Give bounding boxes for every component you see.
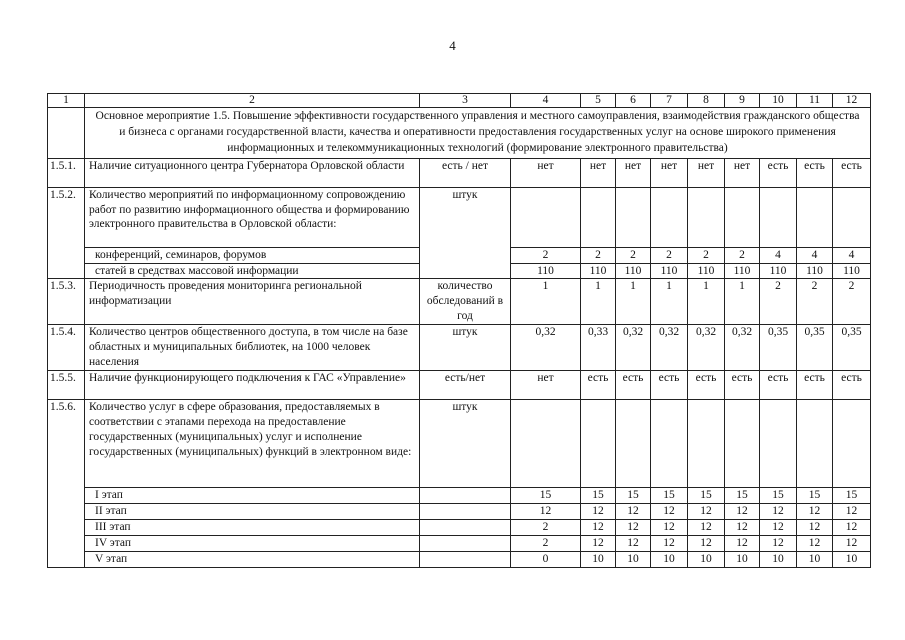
value-cell: 110: [688, 263, 725, 279]
value-cell: 2: [511, 519, 581, 535]
value-cell: 1: [725, 279, 760, 325]
value-cell: 15: [725, 488, 760, 504]
row-number: 1.5.1.: [48, 158, 85, 187]
value-cell: 0,33: [581, 325, 616, 371]
table-row: [48, 371, 871, 400]
value-cell: 10: [725, 551, 760, 567]
header-cell: 6: [616, 94, 651, 108]
value-cell: 110: [760, 263, 797, 279]
empty-cell: [616, 400, 651, 488]
empty-cell: [581, 400, 616, 488]
section-title: Основное мероприятие 1.5. Повышение эффективности государственного управления и местного самоуправления, взаимодействия гражданского общества и бизнеса с органами государственной власти, качества и оперативности предоставления государственных услуг на основе широкого применения информационных и телекоммуникационных технологий (формирование электронного правительства): [85, 108, 871, 159]
header-cell: 2: [85, 94, 420, 108]
empty-cell: [688, 400, 725, 488]
empty-cell: [616, 187, 651, 247]
value-cell: 110: [616, 263, 651, 279]
value-cell: 1: [511, 279, 581, 325]
value-cell: 12: [651, 519, 688, 535]
value-cell: 110: [511, 263, 581, 279]
value-cell: нет: [616, 158, 651, 187]
value-cell: 12: [581, 535, 616, 551]
unit-cell: штук: [420, 325, 511, 371]
value-cell: 15: [833, 488, 871, 504]
value-cell: 10: [797, 551, 833, 567]
empty-cell: [420, 551, 511, 567]
stage-name: II этап: [85, 504, 420, 520]
value-cell: 15: [616, 488, 651, 504]
stage-name: I этап: [85, 488, 420, 504]
table-subrow: [48, 488, 871, 504]
value-cell: 110: [725, 263, 760, 279]
value-cell: 10: [581, 551, 616, 567]
value-cell: 2: [511, 247, 581, 263]
value-cell: нет: [511, 371, 581, 400]
indicator-name: Периодичность проведения мониторинга региональной информатизации: [85, 279, 420, 325]
table-subrow: [48, 551, 871, 567]
empty-cell: [725, 400, 760, 488]
value-cell: 2: [511, 535, 581, 551]
empty-cell: [833, 400, 871, 488]
value-cell: 2: [688, 247, 725, 263]
empty-cell: [511, 187, 581, 247]
table-row: [48, 158, 871, 187]
value-cell: 15: [760, 488, 797, 504]
value-cell: есть: [833, 158, 871, 187]
value-cell: нет: [725, 158, 760, 187]
value-cell: 12: [725, 504, 760, 520]
row-number: 1.5.2.: [48, 187, 85, 279]
value-cell: 0,35: [797, 325, 833, 371]
value-cell: 12: [797, 535, 833, 551]
header-cell: 11: [797, 94, 833, 108]
value-cell: 12: [581, 504, 616, 520]
header-cell: 5: [581, 94, 616, 108]
value-cell: 12: [581, 519, 616, 535]
table-subrow: [48, 504, 871, 520]
value-cell: есть: [760, 158, 797, 187]
empty-cell: [797, 187, 833, 247]
value-cell: нет: [581, 158, 616, 187]
value-cell: 0,32: [511, 325, 581, 371]
empty-cell: [688, 187, 725, 247]
value-cell: 4: [797, 247, 833, 263]
value-cell: 12: [616, 519, 651, 535]
unit-cell: есть / нет: [420, 158, 511, 187]
indicator-name: Наличие ситуационного центра Губернатора Орловской области: [85, 158, 420, 187]
empty-cell: [420, 488, 511, 504]
value-cell: 110: [651, 263, 688, 279]
value-cell: 12: [725, 535, 760, 551]
stage-name: III этап: [85, 519, 420, 535]
stage-name: V этап: [85, 551, 420, 567]
empty-cell: [511, 400, 581, 488]
table-subrow: [48, 535, 871, 551]
subrow-name: конференций, семинаров, форумов: [85, 247, 420, 263]
empty-cell: [581, 187, 616, 247]
value-cell: 2: [725, 247, 760, 263]
value-cell: есть: [581, 371, 616, 400]
value-cell: 12: [688, 504, 725, 520]
value-cell: 10: [833, 551, 871, 567]
value-cell: 12: [725, 519, 760, 535]
value-cell: 1: [688, 279, 725, 325]
indicator-name: Наличие функционирующего подключения к ГАС «Управление»: [85, 371, 420, 400]
value-cell: есть: [616, 371, 651, 400]
value-cell: 0,32: [725, 325, 760, 371]
value-cell: есть: [725, 371, 760, 400]
value-cell: 12: [651, 535, 688, 551]
value-cell: 2: [797, 279, 833, 325]
header-cell: 1: [48, 94, 85, 108]
indicator-name: Количество центров общественного доступа, в том числе на базе областных и муниципальных библиотек, на 1000 человек населения: [85, 325, 420, 371]
value-cell: 15: [651, 488, 688, 504]
value-cell: 12: [833, 504, 871, 520]
value-cell: 1: [581, 279, 616, 325]
value-cell: 12: [511, 504, 581, 520]
value-cell: есть: [833, 371, 871, 400]
value-cell: есть: [651, 371, 688, 400]
empty-cell: [760, 187, 797, 247]
row-number: 1.5.4.: [48, 325, 85, 371]
page-number: 4: [449, 38, 456, 53]
value-cell: 12: [833, 535, 871, 551]
value-cell: 0,35: [760, 325, 797, 371]
value-cell: есть: [797, 158, 833, 187]
value-cell: 110: [833, 263, 871, 279]
value-cell: 2: [833, 279, 871, 325]
value-cell: есть: [760, 371, 797, 400]
value-cell: 1: [651, 279, 688, 325]
value-cell: есть: [797, 371, 833, 400]
row-number: 1.5.5.: [48, 371, 85, 400]
unit-cell: есть/нет: [420, 371, 511, 400]
value-cell: 15: [581, 488, 616, 504]
indicator-name: Количество мероприятий по информационному сопровождению работ по развитию информационного общества и формированию электронного правительства в Орловской области:: [85, 187, 420, 247]
value-cell: есть: [688, 371, 725, 400]
unit-cell: штук: [420, 187, 511, 279]
header-cell: 12: [833, 94, 871, 108]
value-cell: 0,32: [688, 325, 725, 371]
table-row: [48, 279, 871, 325]
empty-cell: [420, 535, 511, 551]
header-cell: 10: [760, 94, 797, 108]
value-cell: нет: [511, 158, 581, 187]
section-spacer: [48, 108, 85, 159]
table-subrow: [48, 519, 871, 535]
value-cell: 2: [581, 247, 616, 263]
empty-cell: [420, 504, 511, 520]
value-cell: 10: [651, 551, 688, 567]
unit-cell: количество обследований в год: [420, 279, 511, 325]
empty-cell: [420, 519, 511, 535]
value-cell: 10: [688, 551, 725, 567]
value-cell: 12: [760, 535, 797, 551]
value-cell: 10: [760, 551, 797, 567]
header-cell: 3: [420, 94, 511, 108]
header-row: [48, 94, 871, 108]
value-cell: 0,35: [833, 325, 871, 371]
value-cell: 0,32: [616, 325, 651, 371]
value-cell: 110: [797, 263, 833, 279]
empty-cell: [725, 187, 760, 247]
value-cell: 2: [760, 279, 797, 325]
table-row: [48, 187, 871, 247]
section-row: [48, 108, 871, 159]
value-cell: нет: [651, 158, 688, 187]
value-cell: 4: [760, 247, 797, 263]
value-cell: 15: [797, 488, 833, 504]
value-cell: 0,32: [651, 325, 688, 371]
header-cell: 7: [651, 94, 688, 108]
value-cell: 12: [760, 519, 797, 535]
value-cell: 1: [616, 279, 651, 325]
empty-cell: [651, 400, 688, 488]
row-number: 1.5.3.: [48, 279, 85, 325]
value-cell: 15: [688, 488, 725, 504]
indicator-name: Количество услуг в сфере образования, предоставляемых в соответствии с этапами перехода на предоставление государственных (муниципальных) услуг и исполнение государственных (муниципальных) функций в электронном виде:: [85, 400, 420, 488]
value-cell: 2: [651, 247, 688, 263]
table-row: [48, 400, 871, 488]
value-cell: 12: [616, 535, 651, 551]
value-cell: 12: [688, 535, 725, 551]
value-cell: 2: [616, 247, 651, 263]
value-cell: 12: [651, 504, 688, 520]
subrow-name: статей в средствах массовой информации: [85, 263, 420, 279]
value-cell: 110: [581, 263, 616, 279]
stage-name: IV этап: [85, 535, 420, 551]
empty-cell: [651, 187, 688, 247]
value-cell: 12: [688, 519, 725, 535]
value-cell: 12: [616, 504, 651, 520]
unit-cell: штук: [420, 400, 511, 488]
value-cell: 12: [760, 504, 797, 520]
value-cell: 12: [797, 504, 833, 520]
header-cell: 8: [688, 94, 725, 108]
value-cell: 4: [833, 247, 871, 263]
indicators-table: [47, 93, 871, 568]
row-number: 1.5.6.: [48, 400, 85, 568]
value-cell: 12: [833, 519, 871, 535]
empty-cell: [760, 400, 797, 488]
empty-cell: [797, 400, 833, 488]
value-cell: 0: [511, 551, 581, 567]
value-cell: нет: [688, 158, 725, 187]
header-cell: 9: [725, 94, 760, 108]
value-cell: 12: [797, 519, 833, 535]
value-cell: 10: [616, 551, 651, 567]
header-cell: 4: [511, 94, 581, 108]
table-row: [48, 325, 871, 371]
value-cell: 15: [511, 488, 581, 504]
empty-cell: [833, 187, 871, 247]
